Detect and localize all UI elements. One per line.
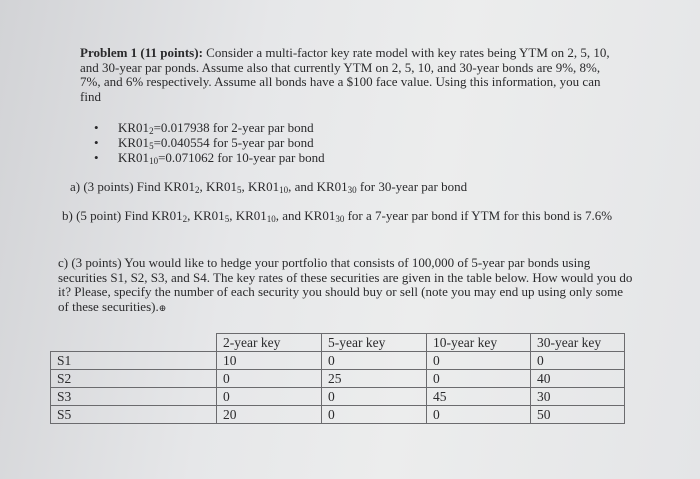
table-cell: 20 [217,406,322,424]
table-row [51,406,625,424]
problem-heading: Problem 1 (11 points): [80,45,203,60]
table-cell: 0 [427,370,531,388]
security-name-cell: S5 [51,406,217,424]
table-cell: 45 [427,388,531,406]
table-cell: 25 [322,370,427,388]
table-cell: 10 [217,352,322,370]
table-cell: 0 [322,388,427,406]
table-cell: 0 [322,406,427,424]
key-rates-table [50,333,625,424]
header-cell: 30-year key [531,334,625,352]
given-values-list [94,120,325,165]
table-cell: 0 [217,370,322,388]
question-b: b) (5 point) Find $KR01_2$, $KR01_5$, $KR01_{10}$, and $KR01_{30}$ for a 7-year par bond if YTM for this bond is 7.6% [62,208,613,224]
cursor-icon: ⊕ [158,302,167,313]
question-c [58,256,633,315]
header-cell [51,334,217,352]
table-cell: 0 [217,388,322,406]
question-c-text: c) (3 points) You would like to hedge your portfolio that consists of 100,000 of 5-year par bonds using securities S1, S2, S3, and S4. The key rates of these securities are given in the table below. How would you do it? Please, specify the number of each security you should buy or sell (note you may end up using only some of these securities). [58,255,633,314]
table-cell: 0 [427,352,531,370]
problem-intro [80,46,620,104]
table-cell: 30 [531,388,625,406]
question-a: a) (3 points) Find $KR01_2$, $KR01_5$, $KR01_{10}$, and $KR01_{30}$ for 30-year par bond [70,179,468,195]
security-name-cell: S1 [51,352,217,370]
header-cell: 10-year key [427,334,531,352]
header-cell: 5-year key [322,334,427,352]
table-cell: 0 [322,352,427,370]
list-item: • $KR01_{10}=0.071062$ for 10-year par bond [94,150,325,165]
security-name-cell: S3 [51,388,217,406]
table-cell: 0 [531,352,625,370]
table-cell: 0 [427,406,531,424]
header-cell: 2-year key [217,334,322,352]
problem-intro-text: Consider a multi-factor key rate model with key rates being YTM on 2, 5, 10, and 30-year par ponds. Assume also that currently YTM on 2, 5, 10, and 30-year bonds are 9%, 8%, 7%, and 6% respectively. Assume all bonds have a $100 face value. Using this information, you can find [80,45,610,104]
list-item: • $KR01_2=0.017938$ for 2-year par bond [94,120,325,135]
list-item: • $KR01_5=0.040554$ for 5-year par bond [94,135,325,150]
table-row [51,352,625,370]
table-row [51,388,625,406]
table-cell: 50 [531,406,625,424]
table-header-row [51,334,625,352]
table-cell: 40 [531,370,625,388]
table-row [51,370,625,388]
security-name-cell: S2 [51,370,217,388]
